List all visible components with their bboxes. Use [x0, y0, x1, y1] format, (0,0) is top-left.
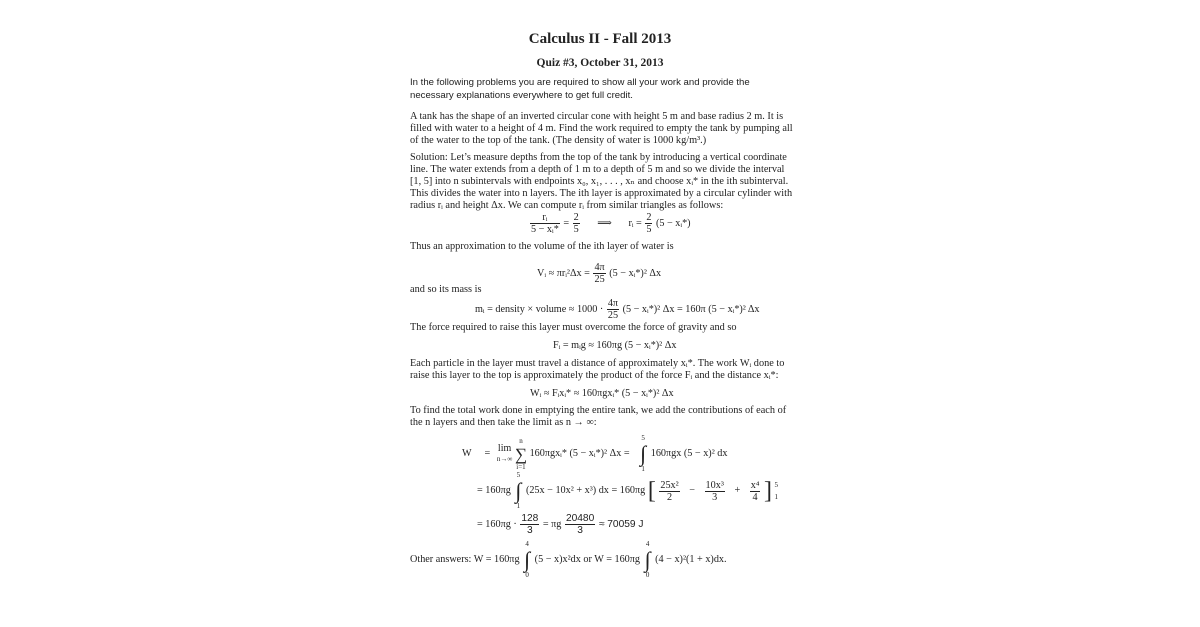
sum-upper: n: [519, 436, 523, 445]
implies-arrow: ⟹: [597, 217, 612, 229]
frac-numerator: 20480: [565, 513, 595, 524]
equation-layer-work: Wᵢ ≈ Fᵢxᵢ* ≈ 160πgxᵢ* (5 − xᵢ*)² Δx: [530, 388, 674, 399]
equation-text: mᵢ = density × volume ≈ 1000 ·: [475, 303, 604, 315]
equation-text: Vᵢ ≈ πrᵢ²Δx =: [537, 267, 590, 279]
equation-mass: [475, 298, 760, 321]
integral-lower: 1: [516, 502, 521, 510]
frac-denominator: 3: [712, 491, 718, 503]
frac-denominator: 2: [666, 491, 673, 503]
equation-text: (5 − x)x²dx or W = 160πg: [534, 554, 641, 565]
force-lead: The force required to raise this layer must overcome the force of gravity and so: [410, 322, 737, 333]
equation-text: = 160πg ·: [477, 518, 517, 530]
frac-numerator: rᵢ: [530, 212, 560, 224]
fraction-two-fifths-rhs: [645, 212, 652, 235]
left-bracket: [: [647, 478, 656, 504]
minus-sign: −: [689, 485, 695, 496]
fraction-128-3: [520, 513, 539, 536]
fraction-two-fifths: [573, 212, 580, 235]
summation: [515, 437, 527, 472]
mass-lead: and so its mass is: [410, 284, 482, 295]
fraction-term-1: [659, 480, 679, 503]
work-symbol: W: [462, 448, 472, 459]
sigma-icon: ∑: [514, 444, 528, 464]
frac-denominator: 5: [646, 224, 652, 235]
integral: [515, 471, 521, 511]
equation-text: (5 − xᵢ*)² Δx: [609, 267, 662, 279]
equation-text: = πg: [542, 518, 562, 530]
equation-text: Other answers: W = 160πg: [410, 554, 520, 565]
equation-expanded: [477, 471, 778, 511]
equation-total-work: [462, 434, 727, 474]
integral-icon: ∫: [515, 478, 522, 503]
equation-text: (5 − xᵢ*): [655, 217, 691, 229]
frac-denominator: 25: [607, 310, 619, 321]
equals-sign: =: [563, 217, 570, 229]
page-title: Calculus II - Fall 2013: [528, 31, 672, 47]
frac-denominator: 25: [594, 274, 605, 285]
integral: [645, 540, 651, 580]
solution-intro: Solution: Let’s measure depths from the top of the tank by introducing a vertical coordinate line. The water extends from a depth of 1 m to a depth of 5 m and so we divide the interval [1, 5] into n subintervals with endpoints x₀, x₁, . . . , xₙ and choose xᵢ* in the ith subinterval. This divides the water into n layers. The ith layer is approximated by a circular cylinder with radius rᵢ and height Δx. We can compute rᵢ from similar triangles as follows:: [410, 152, 793, 211]
eval-upper: 5: [774, 481, 778, 489]
volume-lead: Thus an approximation to the volume of the ith layer of water is: [410, 241, 674, 252]
fraction-term-2: [705, 480, 725, 503]
integral-icon: ∫: [524, 547, 531, 572]
equation-text: (25x − 10x² + x³) dx = 160πg: [525, 485, 646, 496]
frac-numerator: 4π: [607, 298, 619, 309]
final-answer: ≈ 70059 J: [598, 518, 644, 530]
equation-text: (5 − xᵢ*)² Δx = 160π (5 − xᵢ*)² Δx: [622, 303, 760, 315]
evaluation-limits: [774, 479, 778, 503]
integral-lower: 0: [525, 571, 529, 579]
frac-numerator: 128: [521, 513, 539, 524]
equation-result: [477, 513, 644, 536]
fraction-4pi-25: [607, 298, 619, 321]
frac-numerator: 2: [646, 212, 652, 223]
equation-force: Fᵢ = mᵢg ≈ 160πg (5 − xᵢ*)² Δx: [553, 340, 677, 351]
equation-text: = 160πg: [477, 485, 511, 496]
equation-text: (4 − x)²(1 + x)dx.: [655, 554, 727, 565]
limit-operator: [497, 444, 513, 464]
equation-similar-triangles: [529, 212, 691, 235]
fraction-4pi-25: [593, 262, 605, 285]
integral-icon: ∫: [640, 441, 647, 466]
frac-denominator: 3: [526, 525, 533, 536]
equation-text: rᵢ =: [628, 217, 642, 229]
frac-numerator: 25x²: [660, 479, 679, 491]
fraction-lhs: [530, 212, 560, 235]
fraction-term-3: [750, 480, 761, 503]
equation-text: 160πgx (5 − x)² dx: [650, 448, 728, 459]
frac-denominator: 4: [752, 491, 758, 503]
frac-numerator: 4π: [594, 262, 605, 273]
frac-numerator: x⁴: [750, 479, 760, 491]
sum-lower: i=1: [516, 462, 526, 471]
frac-denominator: 5: [573, 224, 579, 235]
right-bracket: ]: [763, 478, 772, 504]
equals-sign: =: [484, 448, 491, 459]
other-answers: [410, 540, 727, 580]
limit-subscript: n→∞: [496, 455, 513, 463]
frac-denominator: 5 − xᵢ*: [531, 224, 559, 235]
integral-upper: 4: [525, 540, 529, 548]
limit-text: lim: [497, 443, 512, 454]
integral-lower: 1: [641, 465, 645, 473]
instructions-text: In the following problems you are required to show all your work and provide the necessary explanations everywhere to get full credit.: [410, 77, 750, 101]
plus-sign: +: [734, 485, 741, 496]
integral: [640, 434, 646, 474]
frac-numerator: 2: [573, 212, 579, 223]
equation-volume: [537, 262, 661, 285]
frac-numerator: 10x³: [705, 479, 724, 491]
integral-upper: 5: [516, 471, 521, 479]
integral-lower: 0: [645, 571, 650, 579]
integral: [524, 540, 530, 580]
integral-icon: ∫: [644, 547, 651, 572]
frac-denominator: 3: [577, 525, 583, 536]
integral-upper: 4: [645, 540, 650, 548]
quiz-subtitle: Quiz #3, October 31, 2013: [536, 57, 664, 69]
eval-lower: 1: [774, 493, 778, 501]
fraction-20480-3: [565, 513, 595, 536]
equation-text: 160πgxᵢ* (5 − xᵢ*)² Δx =: [529, 448, 630, 459]
problem-statement: A tank has the shape of an inverted circular cone with height 5 m and base radius 2 m. It is filled with water to a height of 4 m. Find the work required to empty the tank by pumping all of the water to the top of the tank. (The density of water is 1000 kg/m³.): [410, 111, 793, 146]
work-lead: Each particle in the layer must travel a distance of approximately xᵢ*. The work Wᵢ done to raise this layer to the top is approximately the product of the force Fᵢ and the distance xᵢ*:: [410, 358, 785, 381]
integral-upper: 5: [641, 434, 645, 442]
total-work-lead: To find the total work done in emptying the entire tank, we add the contributions of each of the n layers and then take the limit as n → ∞:: [410, 405, 787, 428]
